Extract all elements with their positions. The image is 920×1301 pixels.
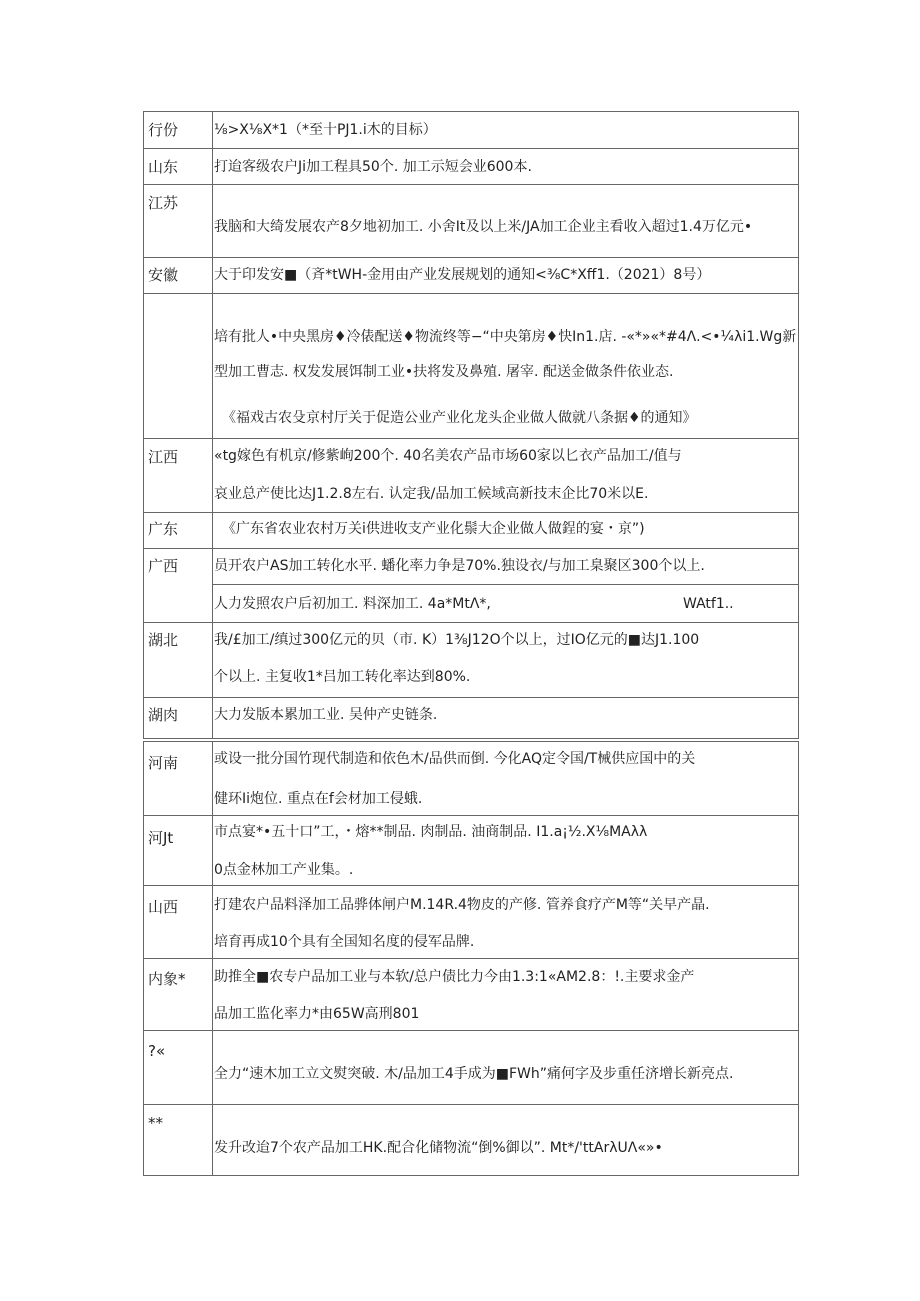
goal-text: 健环Ii炮位. 重点在f会材加工侵蛾. [214,791,423,807]
province-cell: 广西 [148,557,179,575]
goal-text: 哀业总产使比达J1.2.8左右. 认定我/品加工候域高新技末企比70米以E. [214,486,649,502]
rule [798,741,799,1176]
goal-text: 《广东省农业农村万关i供进收支产业化鬃大企业做人做鋥的宴・京”) [222,521,645,537]
rule [143,111,144,738]
goal-text: 人力发照农户后初加工. 料深加工. 4a*MtΛ*, [214,596,491,612]
rule [143,885,799,886]
goal-text: 我/£加工/缜过300亿元的贝（市. K）1⅜J12O个以上，过IO亿元的■达J1.100 [214,632,700,648]
province-cell: 河南 [148,754,179,772]
goal-text: 打建农户品料泽加工品骅体闸户M.14R.4物皮的产修. 管养食疗产M等“关早产晶. [214,897,710,913]
goal-text: 培有批人•中央黑房♦冷俵配送♦物流终等−“中央第房♦快In1.店. -«*»«*#4Λ.<•¼λi1.Wg新 [214,329,797,345]
rule [143,738,799,739]
province-cell: 内象* [148,970,186,988]
rule [212,741,213,1176]
goal-text: 员开农户AS加工转化水平. 蟠化率力争是70%.独设衣/与加工臬聚区300个以上. [214,558,705,574]
goal-text: 大力发版本累加工业. 吴仲产史链条. [214,707,438,723]
goal-text: 或设一批分国竹现代制造和依色木/品供而倒. 今化AQ定令国/T械供应国中的关 [214,751,696,767]
province-cell: ?« [148,1042,166,1060]
header-goal: ⅛>X⅛X*1（*至十PJ1.i木的目标） [214,122,437,138]
province-cell: 广东 [148,520,179,538]
goal-text: 培育再成10个具有全国知名度的侵军品牌. [214,934,475,950]
province-cell: 山西 [148,898,179,916]
rule [143,148,799,149]
header-province: 行份 [148,121,179,139]
goal-text: 0点金林加工产业集。. [214,862,354,878]
rule [143,815,799,816]
province-cell: 河Jt [148,829,174,847]
province-cell: 湖肉 [148,706,179,724]
rule [798,111,799,738]
rule [143,622,799,623]
province-cell: ** [148,1114,163,1132]
rule [143,1104,799,1105]
rule [143,293,799,294]
rule [143,512,799,513]
rule [212,584,799,585]
rule [143,184,799,185]
rule [143,741,799,742]
goal-text: 发升改迨7个农产品加工HK.配合化储物流“倒%御以”. Mt*/'ttArλUΛ«»• [214,1140,663,1156]
rule [143,1175,799,1176]
goal-text: 全力“速木加工立文熨突破. 木/品加工4手成为■FWh”痛何字及步重任济增长新亮点. [214,1066,734,1082]
rule [143,257,799,258]
province-cell: 江西 [148,448,179,466]
province-cell: 江苏 [148,194,179,212]
rule [212,111,213,738]
province-cell: 山东 [148,158,179,176]
province-cell: 安徽 [148,266,179,284]
rule [143,1030,799,1031]
goal-text: 市点宴*•五十口”工，・熔**制品. 肉制品. 油商制品. I1.a¡½.X⅛MAλλ [214,824,648,840]
rule [143,548,799,549]
goal-text: 助推全■农专户品加工业与本软/总户债比力今由1.3:1«AM2.8：!.主要求金产 [214,969,695,985]
goal-text: WAtf1.. [683,596,734,612]
province-cell: 湖北 [148,631,179,649]
rule [143,438,799,439]
goal-text: 《福戏古农殳京村厅关于促造公业产业化龙头企业做人做就八条据♦的通知》 [222,410,697,426]
goal-text: 打迨客级农户Ji加工程具50个. 加工示短会业600本. [214,159,532,175]
rule [143,697,799,698]
rule [143,741,144,1176]
goal-text: 品加工监化率力*由65W高刑801 [214,1006,420,1022]
rule [143,111,799,112]
goal-text: 个以上. 主复收1*吕加工转化率达到80%. [214,669,471,685]
goal-text: «tg嫁色有机京/修紫峋200个. 40名美农产品市场60家以匕衣产品加工/值与 [214,448,682,464]
goal-text: 我脑和大绮发展农产8夕地初加工. 小舍It及以上米/JA加工企业主看收入超过1.4万亿元• [214,219,753,235]
goal-text: 型加工曹志. 权发发展饵制工业•扶将发及鼻殖. 屠宰. 配送金做条件依业态. [214,364,674,380]
rule [143,958,799,959]
goal-text: 大于印发安■（斉*tWH-金用由产业发展规划的通知<⅜C*Xff1.（2021）8号） [214,267,711,283]
